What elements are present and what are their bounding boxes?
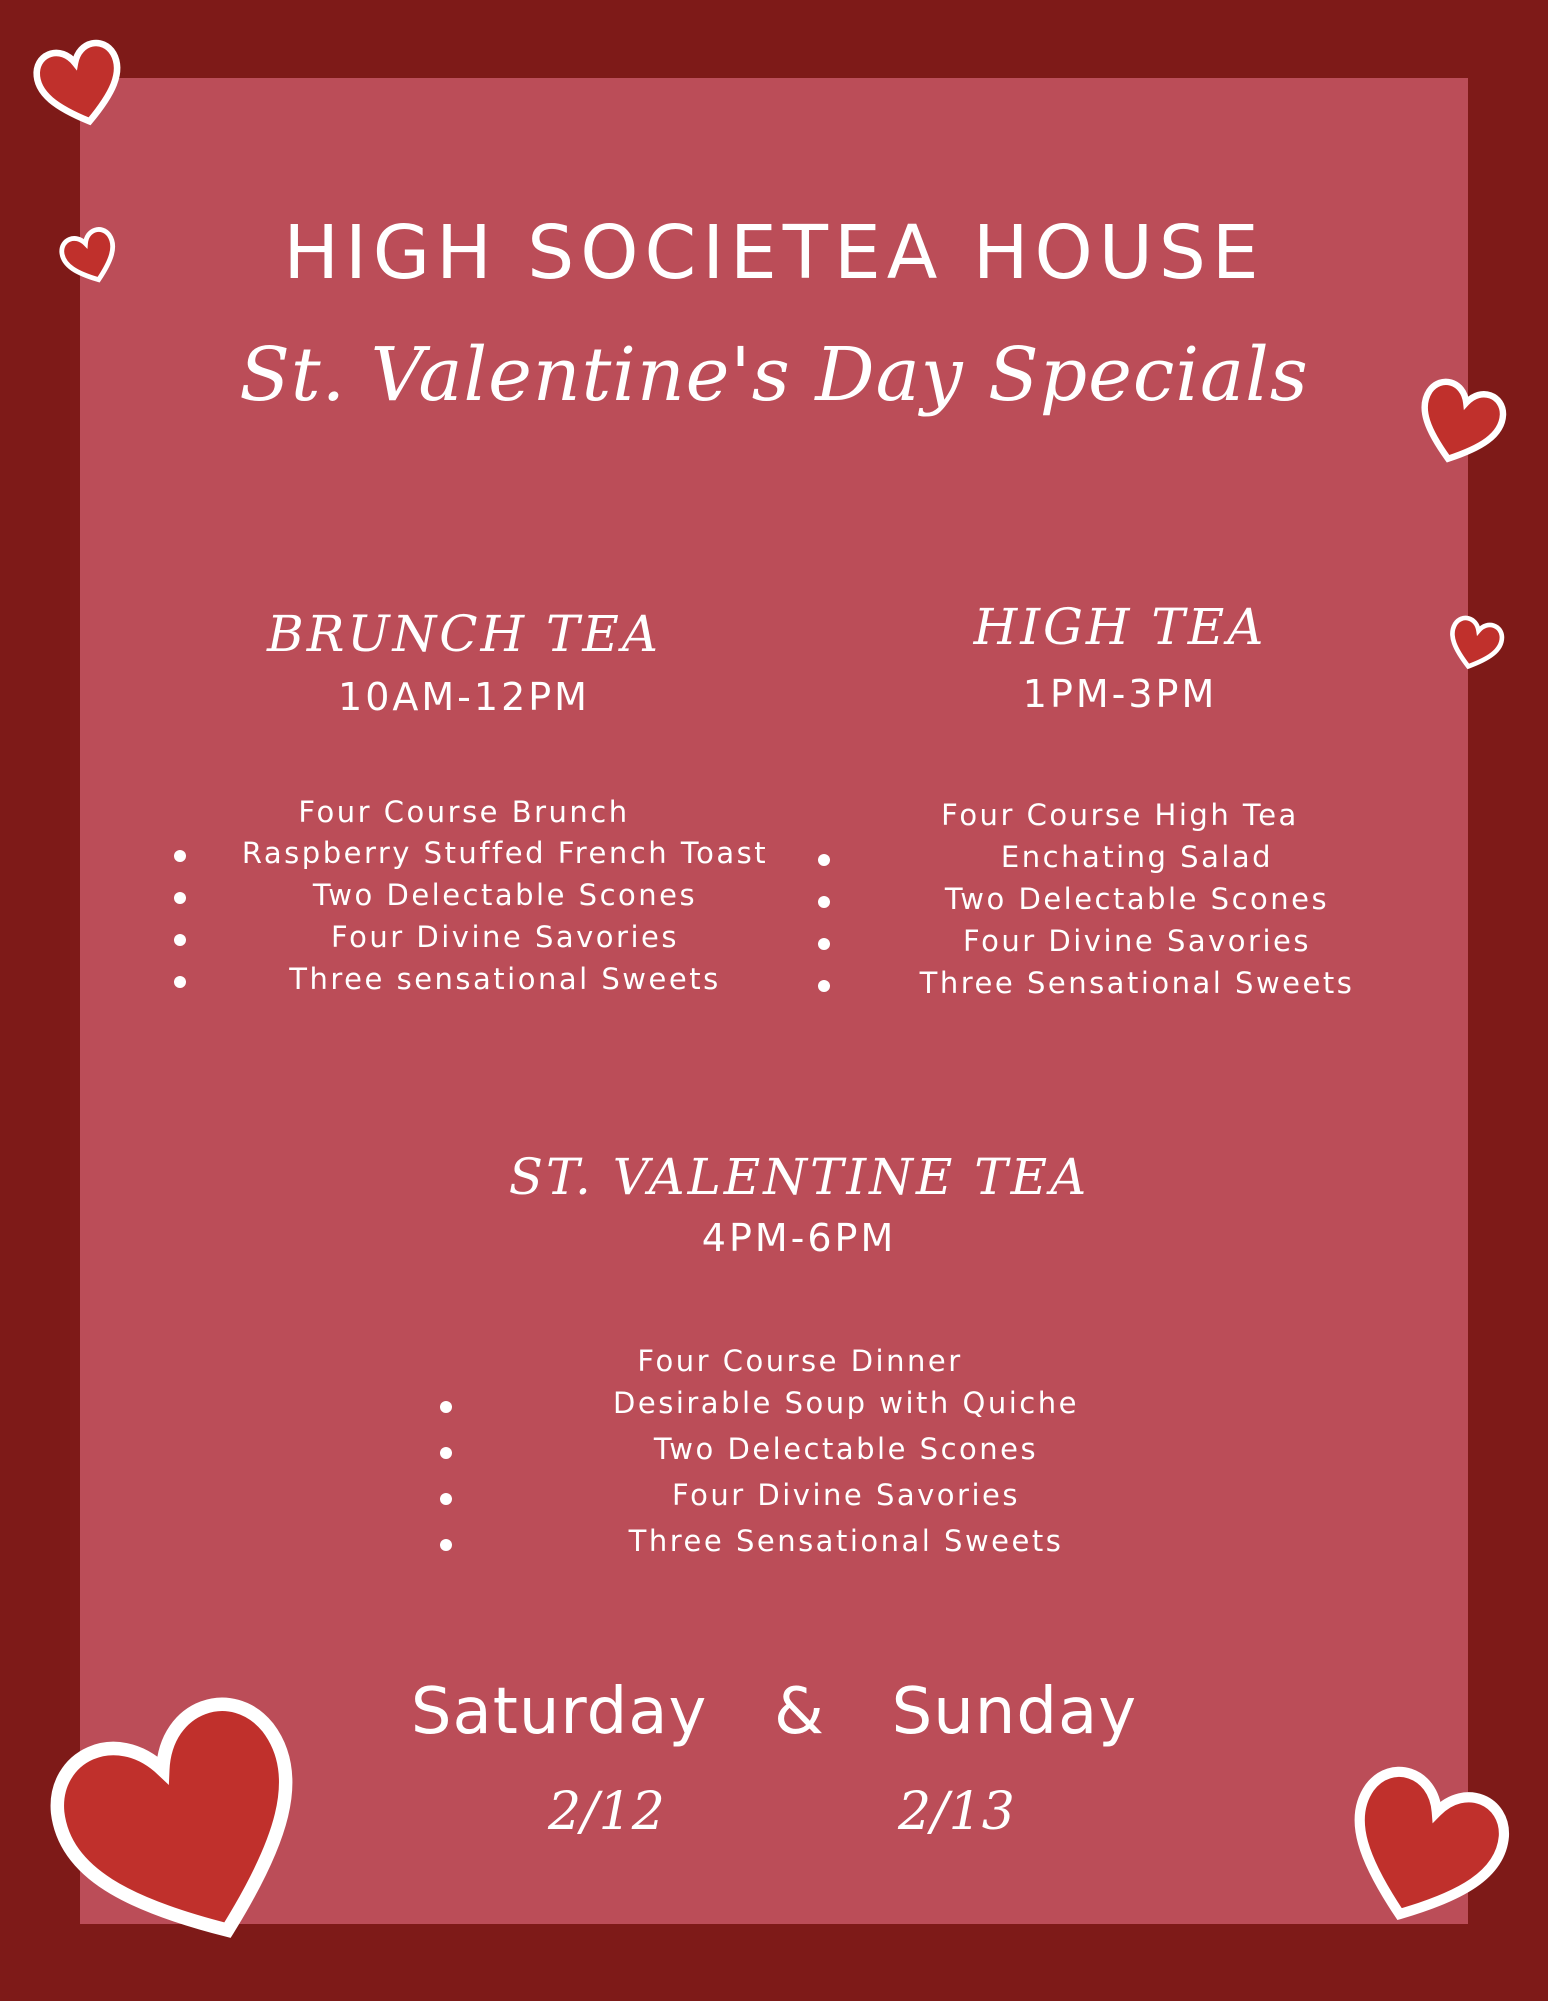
list-item: Four Divine Savories: [436, 1478, 1216, 1524]
list-item: Enchating Salad: [812, 840, 1422, 882]
heart-icon: [30, 36, 130, 130]
high-tea-heading: Four Course High Tea: [941, 798, 1299, 832]
heart-icon: [1444, 614, 1506, 672]
brunch-time: 10AM-12PM: [338, 675, 590, 719]
valentine-time: 4PM-6PM: [701, 1216, 897, 1260]
high-tea-menu-list: [812, 840, 1422, 1008]
list-item: Two Delectable Scones: [812, 882, 1422, 924]
bullet-icon: [818, 938, 830, 950]
brunch-menu-list: [170, 836, 800, 1004]
valentine-menu-list: [436, 1386, 1216, 1570]
bullet-icon: [174, 892, 186, 904]
page-title: HIGH SOCIETEA HOUSE: [283, 210, 1265, 296]
high-tea-time: 1PM-3PM: [1022, 672, 1218, 716]
brunch-title: BRUNCH TEA: [267, 605, 661, 663]
bullet-icon: [818, 896, 830, 908]
bullet-icon: [818, 980, 830, 992]
list-item: Four Divine Savories: [170, 920, 800, 962]
valentine-title: ST. VALENTINE TEA: [508, 1148, 1090, 1206]
bullet-icon: [174, 850, 186, 862]
list-item: Three Sensational Sweets: [812, 966, 1422, 1008]
bullet-icon: [818, 854, 830, 866]
bullet-icon: [174, 934, 186, 946]
list-item: Raspberry Stuffed French Toast: [170, 836, 800, 878]
list-item: Three Sensational Sweets: [436, 1524, 1216, 1570]
list-item: Two Delectable Scones: [436, 1432, 1216, 1478]
bullet-icon: [174, 976, 186, 988]
list-item: Three sensational Sweets: [170, 962, 800, 1004]
list-item: Four Divine Savories: [812, 924, 1422, 966]
page-subtitle: St. Valentine's Day Specials: [239, 332, 1309, 418]
high-tea-title: HIGH TEA: [973, 598, 1267, 656]
list-item: Two Delectable Scones: [170, 878, 800, 920]
bullet-icon: [440, 1539, 452, 1551]
bullet-icon: [440, 1401, 452, 1413]
bullet-icon: [440, 1447, 452, 1459]
date-saturday: 2/12: [548, 1782, 665, 1842]
days-label: Saturday & Sunday: [410, 1675, 1138, 1749]
heart-icon: [1334, 1762, 1514, 1932]
brunch-heading: Four Course Brunch: [298, 795, 630, 829]
valentine-heading: Four Course Dinner: [637, 1344, 963, 1378]
date-sunday: 2/13: [898, 1782, 1015, 1842]
list-item: Desirable Soup with Quiche: [436, 1386, 1216, 1432]
bullet-icon: [440, 1493, 452, 1505]
